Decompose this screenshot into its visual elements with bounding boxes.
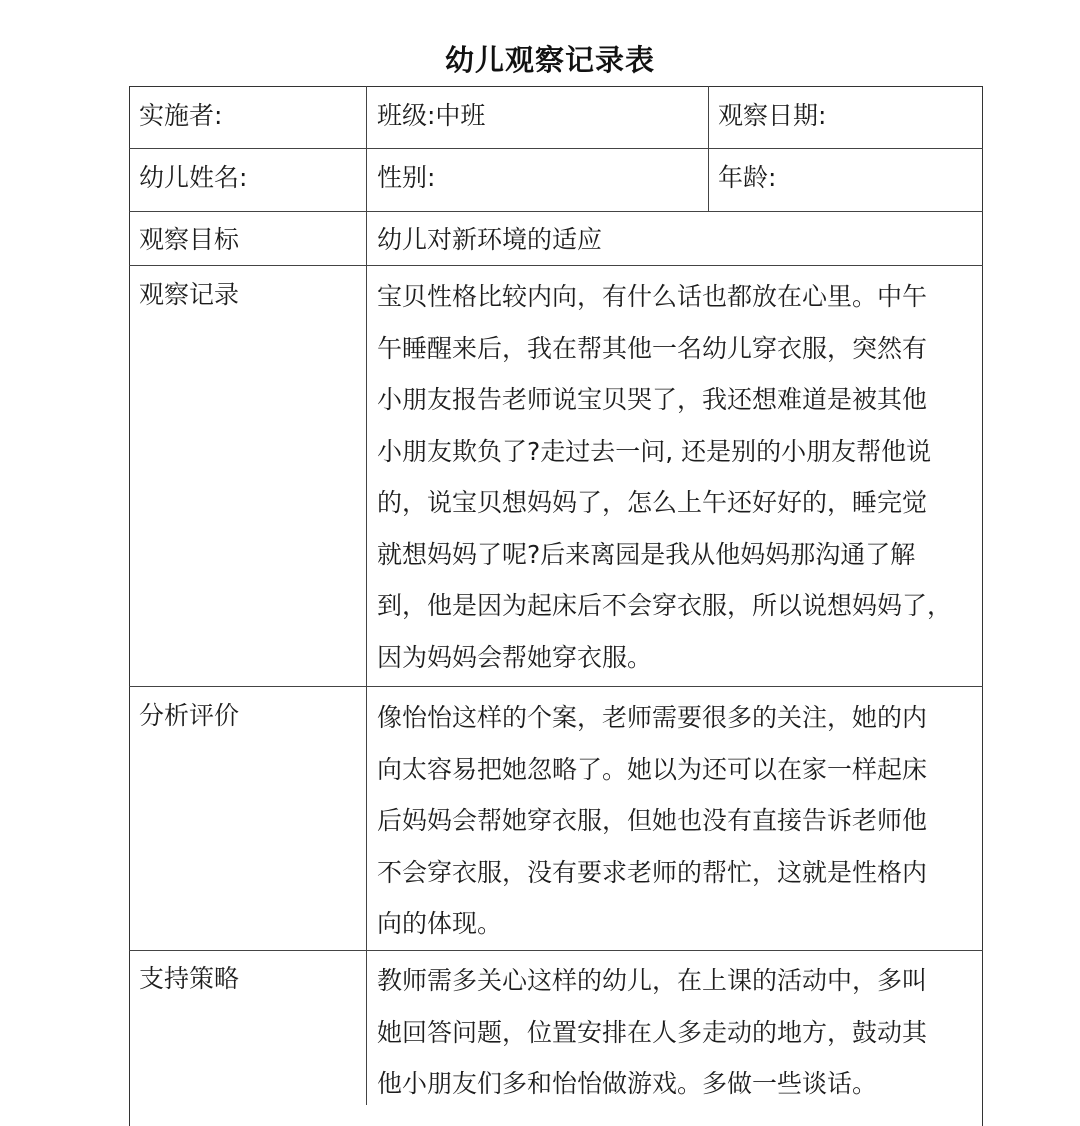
column-divider [708, 86, 709, 211]
record-line: 午睡醒来后，我在帮其他一名幼儿穿衣服，突然有 [377, 333, 928, 363]
record-label: 观察记录 [139, 280, 240, 309]
strategy-line: 教师需多关心这样的幼儿，在上课的活动中，多叫 [377, 966, 928, 995]
observation-date-label: 观察日期: [718, 101, 827, 130]
record-line: 的，说宝贝想妈妈了，怎么上午还好好的，睡完觉 [377, 488, 928, 517]
record-line: 就想妈妈了呢?后来离园是我从他妈妈那沟通了解 [377, 539, 916, 569]
analysis-line: 向太容易把她忽略了。她以为还可以在家一样起床 [377, 754, 928, 784]
analysis-text [377, 692, 977, 950]
record-line: 宝贝性格比较内向，有什么话也都放在心里。中午 [377, 282, 928, 311]
analysis-line: 像怡怡这样的个案，老师需要很多的关注，她的内 [377, 703, 928, 732]
record-line: 到，他是因为起床后不会穿衣服，所以说想妈妈了， [377, 591, 953, 620]
strategy-line: 他小朋友们多和怡怡做游戏。多做一些谈话。 [377, 1069, 878, 1098]
age-label: 年龄: [718, 163, 777, 192]
analysis-line: 后妈妈会帮她穿衣服，但她也没有直接告诉老师他 [377, 806, 928, 835]
child-name-label: 幼儿姓名: [139, 163, 248, 192]
strategy-line: 她回答问题，位置安排在人多走动的地方，鼓动其 [377, 1017, 928, 1047]
row-divider [129, 265, 983, 266]
record-line: 小朋友报告老师说宝贝哭了，我还想难道是被其他 [377, 385, 928, 414]
record-line: 小朋友欺负了?走过去一问, 还是别的小朋友帮他说 [377, 436, 932, 466]
analysis-label: 分析评价 [139, 701, 240, 730]
class-label: 班级:中班 [377, 101, 486, 130]
row-divider [129, 211, 983, 212]
record-line: 因为妈妈会帮她穿衣服。 [377, 642, 653, 672]
analysis-line: 不会穿衣服，没有要求老师的帮忙，这就是性格内 [377, 857, 928, 887]
analysis-line: 向的体现。 [377, 909, 503, 938]
goal-value: 幼儿对新环境的适应 [377, 225, 603, 254]
row-divider [129, 148, 983, 149]
column-divider [366, 86, 367, 1105]
implementer-label: 实施者: [139, 101, 223, 130]
goal-label: 观察目标 [139, 225, 240, 254]
strategy-label: 支持策略 [139, 964, 240, 993]
gender-label: 性别: [377, 163, 436, 192]
form-title: 幼儿观察记录表 [444, 43, 655, 77]
row-divider [129, 686, 983, 687]
strategy-text [377, 955, 977, 1110]
record-text [377, 271, 977, 683]
row-divider [129, 950, 983, 951]
